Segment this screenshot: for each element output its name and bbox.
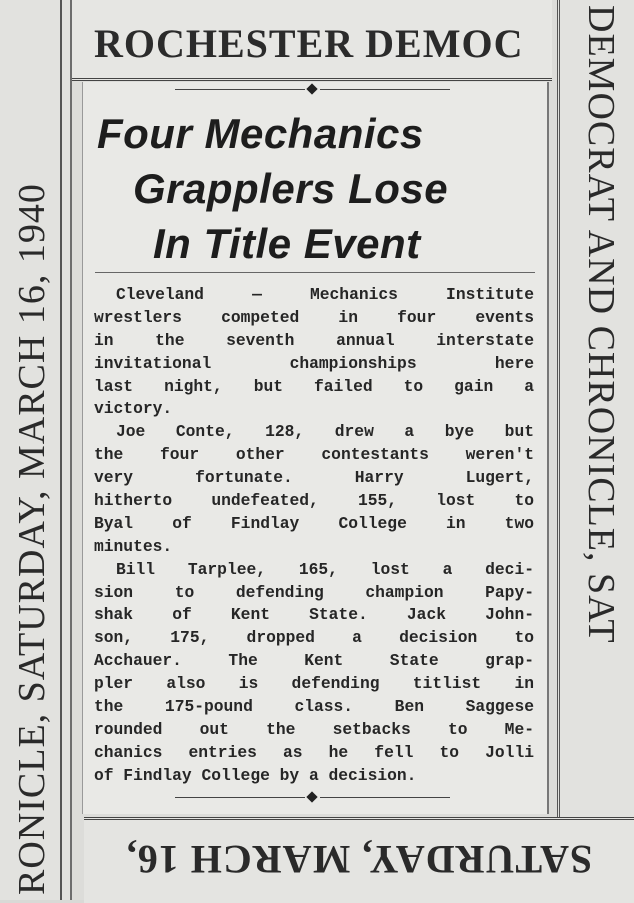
bottom-margin-strip [84,817,634,903]
article-line: minutes. [94,536,173,556]
article-line: in the seventh annual interstate [94,330,534,350]
headline-line-1: Four Mechanics [97,110,424,157]
article-line: shak of Kent State. Jack John- [94,605,534,625]
article-body [94,284,534,788]
article-line: Joe Conte, 128, drew a bye but [116,422,534,442]
article-line: pler also is defending titlist in [94,674,534,694]
bottom-ornament-rule [95,792,535,804]
top-ornament-rule [95,84,535,96]
article-line: son, 175, dropped a decision to [94,628,534,648]
left-vertical-dateline: RONICLE, SATURDAY, MARCH 16, 1940 [11,183,53,895]
article-line: Bill Tarplee, 165, lost a deci- [116,559,534,579]
headline-line-2: Grapplers Lose [133,165,449,212]
headline-rule [95,272,535,273]
headline-line-3: In Title Event [153,220,421,267]
ornament-diamond [306,791,317,802]
article-line: Cleveland — Mechanics Institute [116,285,534,304]
ornament-line-right [320,89,450,90]
article-line: Byal of Findlay College in two [94,513,534,533]
article-line: rounded out the setbacks to Me- [94,719,534,739]
masthead [72,0,552,81]
left-column-rule [60,0,62,900]
ornament-line-left [175,797,305,798]
ornament-diamond [306,83,317,94]
article-line: the four other contestants weren't [94,445,534,465]
article-line: invitational championships here [94,353,534,373]
article-line: very fortunate. Harry Lugert, [94,468,534,488]
article-line: the 175-pound class. Ben Saggese [94,697,534,717]
article-line: Acchauer. The Kent State grap- [94,651,534,671]
article-line: of Findlay College by a decision. [94,765,417,785]
bottom-inverted-dateline: SATURDAY, MARCH 16, [125,837,593,882]
ornament-line-right [320,797,450,798]
article-line: sion to defending champion Papy- [94,582,534,602]
masthead-title: ROCHESTER DEMOC [94,21,524,66]
article-line: hitherto undefeated, 155, lost to [94,491,534,511]
ornament-line-left [175,89,305,90]
right-vertical-dateline: DEMOCRAT AND CHRONICLE, SAT [580,5,622,644]
article-line: last night, but failed to gain a [94,376,534,396]
article-line: chanics entries as he fell to Jolli [94,742,534,762]
article-line: wrestlers competed in four events [94,307,534,327]
article-line: victory. [94,399,173,419]
article-headline [93,106,543,271]
